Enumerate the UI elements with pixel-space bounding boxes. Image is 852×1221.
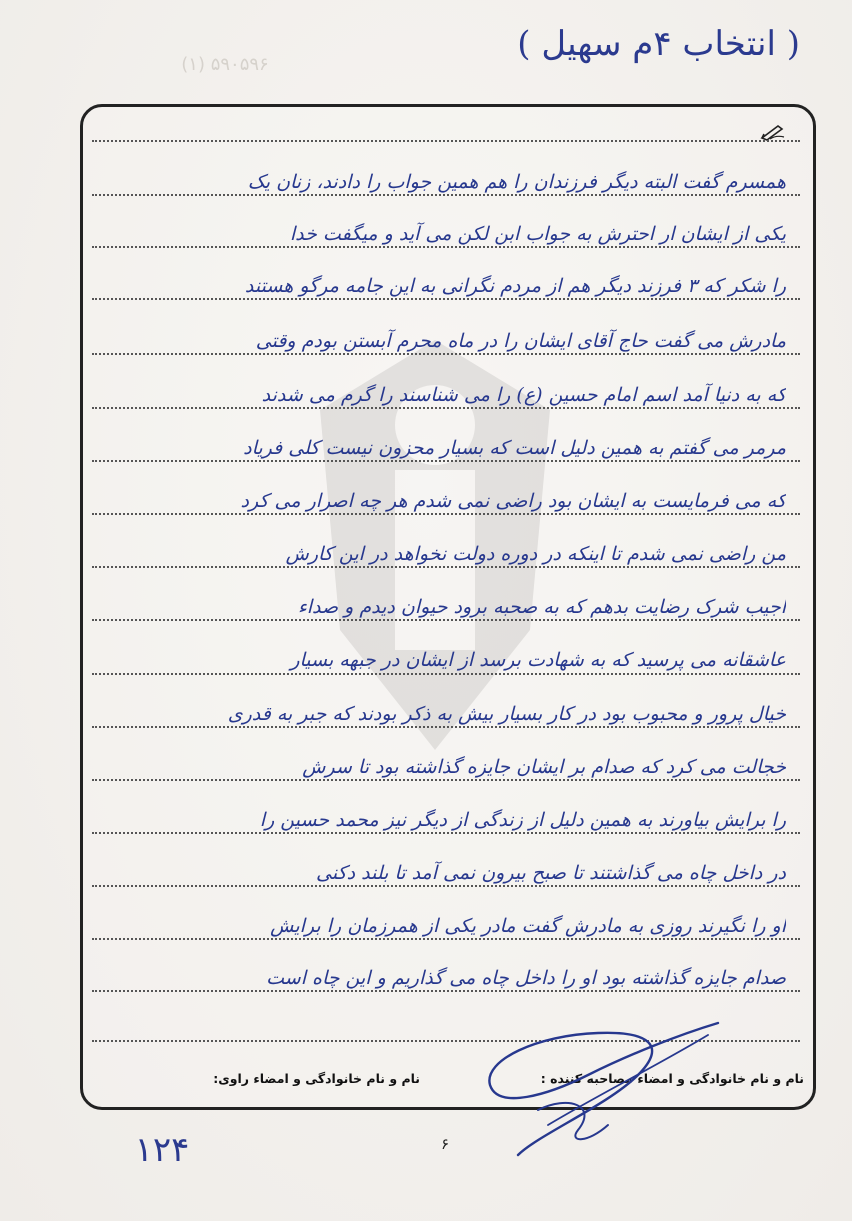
handwritten-line: که می فرمایست به ایشان بود راضی نمی شدم هر چه اصرار می کرد: [240, 490, 786, 512]
handwritten-line: که به دنیا آمد اسم امام حسین (ع) را می شناسند را گرم می شدند: [261, 384, 786, 406]
interviewer-signature-label: نام و نام خانوادگی و امضاء مصاحبه کننده :: [540, 1071, 804, 1086]
handwritten-header-note: ( انتخاب ۴م سهیل ): [517, 24, 800, 64]
ruled-line: [92, 140, 800, 142]
handwritten-line: خجالت می کرد که صدام بر ایشان جایزه گذاشته بود تا سرش: [302, 756, 786, 778]
handwritten-line: خیال پرور و محبوب بود در کار بسیار بیش به ذکر بودند که جبر به قدری: [227, 703, 786, 725]
handwritten-line: من راضی نمی شدم تا اینکه در دوره دولت نخواهد در این کارش: [285, 543, 786, 565]
faint-background-note: (۱) ۵۹۰۵۹۶: [181, 54, 269, 75]
handwritten-line: را شکر که ۳ فرزند دیگر هم از مردم نگرانی به این جامه مرگو هستند: [244, 275, 786, 297]
signature-icon: [478, 1015, 728, 1165]
pen-writing-icon: [760, 123, 786, 141]
handwritten-line: او را نگیرند روزی به مادرش گفت مادر یکی از همرزمان را برایش: [270, 915, 786, 937]
handwritten-line: را برایش بیاورند به همین دلیل از زندگی از دیگر نیز محمد حسین را: [259, 809, 786, 831]
handwritten-line: مرمر می گفتم به همین دلیل است که بسیار محزون نیست کلی فریاد: [243, 437, 786, 459]
page-number: ۶: [440, 1135, 450, 1153]
handwritten-line: صدام جایزه گذاشته بود او را داخل چاه می گذاریم و این چاه است: [266, 967, 786, 989]
handwritten-line: اجیب شرک رضایت بدهم که به صحبه برود حیوان دیدم و صداء: [297, 596, 786, 618]
handwritten-line: یکی از ایشان ار احترش به جواب ابن لکن می آید و میگفت خدا: [289, 223, 786, 245]
handwritten-line: همسرم گفت البته دیگر فرزندان را هم همین جواب را دادند، زنان یک: [247, 171, 786, 193]
handwritten-line: عاشقانه می پرسید که به شهادت برسد از ایشان در جبهه بسیار: [290, 649, 786, 671]
handwritten-line: در داخل چاه می گذاشتند تا صبح بیرون نمی آمد تا بلند دکنی: [316, 862, 786, 884]
handwritten-line: مادرش می گفت حاج آقای ایشان را در ماه محرم آبستن بودم وقتی: [255, 330, 786, 352]
corner-handwritten-number: ۱۲۴: [134, 1130, 190, 1170]
narrator-signature-label: نام و نام خانوادگی و امضاء راوی:: [213, 1071, 420, 1086]
